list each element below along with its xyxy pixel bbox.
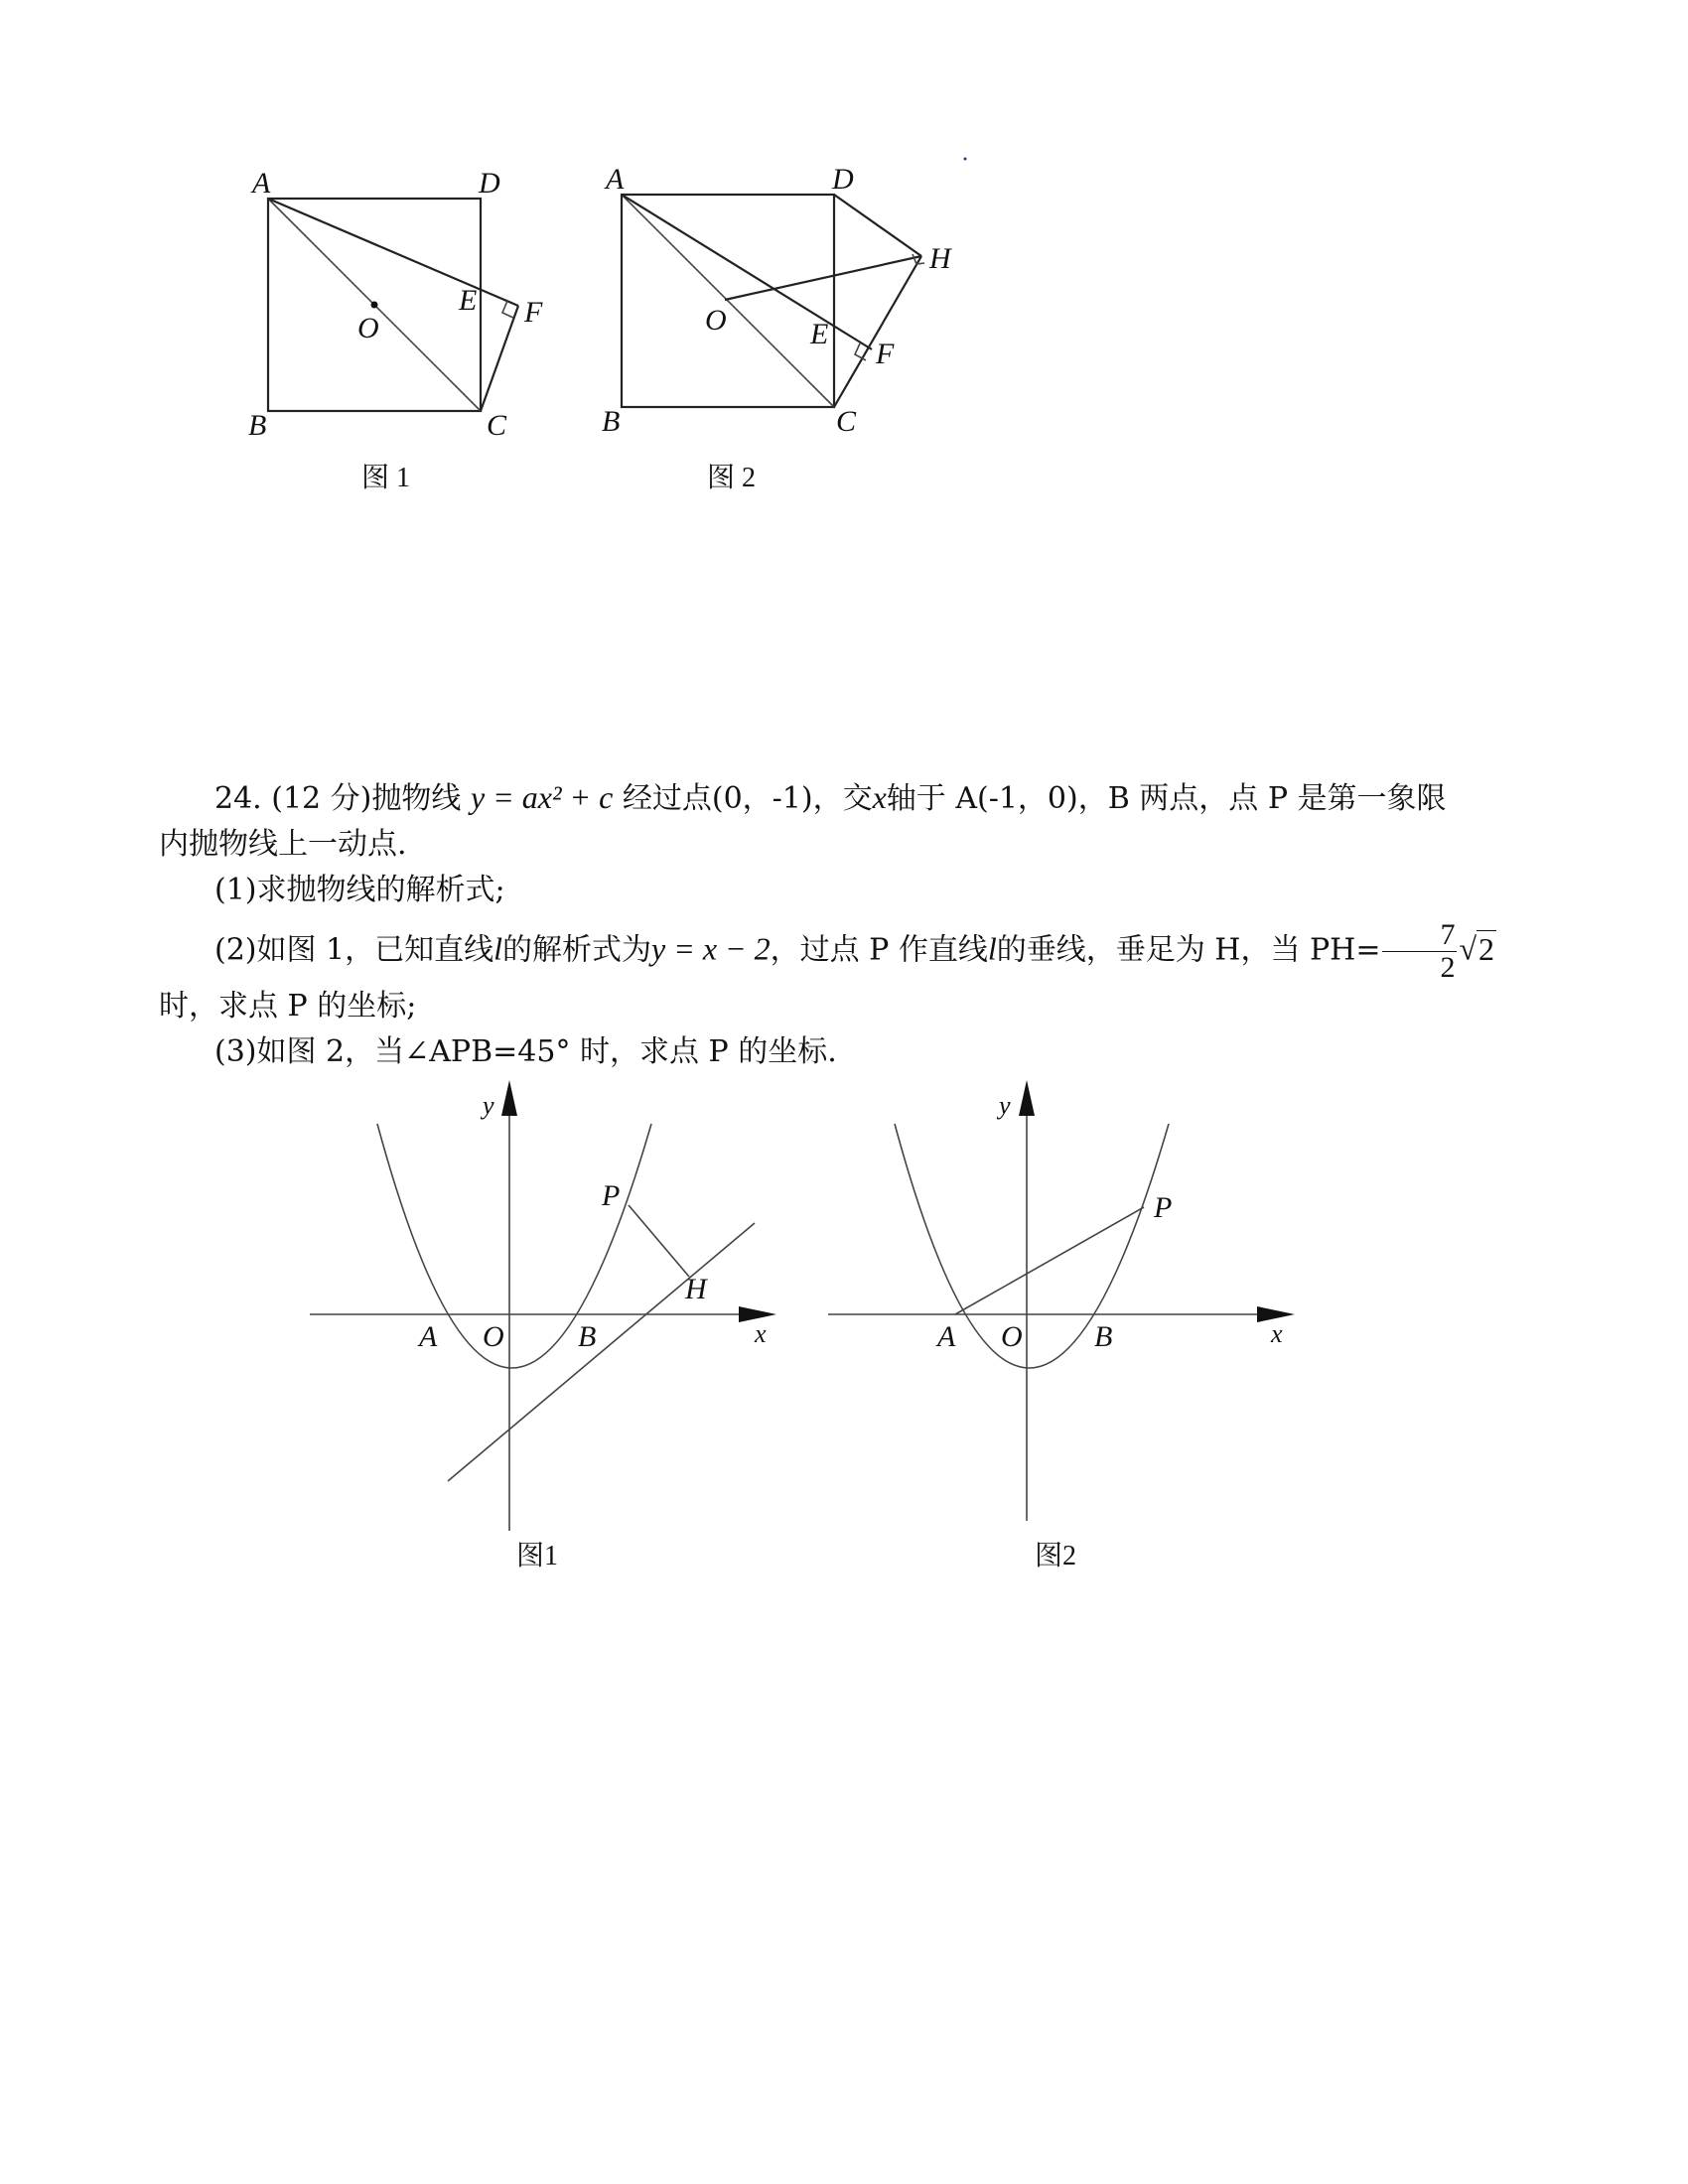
bottom-figures [0,1072,1688,1628]
part-2-c: ，过点 P 作直线 [770,932,988,968]
parabola-figure-1 [310,1080,776,1571]
y-axis-arrow-1 [501,1080,517,1116]
label-x-1: x [755,1319,767,1348]
label-h-fig1: H [685,1273,707,1305]
label-f-1: F [524,296,543,329]
stray-dot [964,158,967,161]
segment-cf-1 [481,306,518,411]
label-d-2: D [832,163,854,196]
label-p-fig2: P [1154,1191,1173,1224]
label-c-2: C [836,405,857,438]
label-a-2: A [606,163,625,196]
part-2 [159,919,1539,984]
segment-dh-2 [834,195,921,256]
label-a-fig2: A [937,1320,956,1353]
center-point-o-1 [371,302,378,309]
problem-line-2: 内抛物线上一动点. [159,827,407,862]
label-a-1: A [252,167,271,200]
problem-intro-c: 轴于 A(-1，0)，B 两点，点 P 是第一象限 [886,781,1447,816]
label-y-2: y [999,1091,1011,1120]
label-b-1: B [248,409,267,442]
part-1: (1)求抛物线的解析式; [214,873,505,907]
parabola-figure-2 [828,1080,1295,1571]
caption-fig-2: 图 2 [707,463,757,493]
label-o-fig1: O [483,1320,504,1353]
fraction-seven-halves [1382,919,1457,984]
segment-ap-2 [955,1207,1144,1314]
fraction-denominator: 2 [1440,951,1456,984]
fraction-numerator: 7 [1382,919,1457,952]
problem-intro-a: (12 分)抛物线 [271,781,462,816]
label-o-1: O [357,312,379,344]
label-c-1: C [487,409,507,442]
segment-ch-2 [834,256,921,407]
square-figure-2 [602,163,953,493]
part-2-d: 的垂线，垂足为 H，当 PH= [996,932,1381,968]
var-l-2: l [987,930,997,967]
label-d-1: D [479,167,500,200]
label-f-2: F [876,338,895,370]
line-equation: y = x − 2 [651,930,771,967]
label-o-fig2: O [1001,1320,1023,1353]
label-b-fig1: B [578,1320,597,1353]
label-e-1: E [459,284,478,317]
label-b-2: B [602,405,621,438]
label-y-1: y [483,1091,494,1120]
caption-bottom-fig-1: 图1 [516,1541,559,1571]
label-x-2: x [1271,1319,1283,1348]
problem-number: 24. [214,781,262,816]
square-figure-1 [248,167,543,493]
label-a-fig1: A [419,1320,438,1353]
var-l-1: l [493,930,503,967]
part-2-b: 的解析式为 [502,932,652,968]
label-e-2: E [810,318,829,350]
diagonal-ac-2 [622,195,834,407]
label-o-2: O [705,304,727,337]
label-p-fig1: P [602,1179,621,1212]
caption-bottom-fig-2: 图2 [1035,1541,1077,1571]
caption-fig-1: 图 1 [361,463,411,493]
parabola-curve-2 [895,1124,1169,1368]
label-h-2: H [929,242,951,275]
var-x: x [872,779,887,815]
label-b-fig2: B [1094,1320,1113,1353]
y-axis-arrow-2 [1019,1080,1035,1116]
part-2-end: 时，求点 P 的坐标; [159,989,417,1024]
problem-intro-b: 经过点(0，-1)，交 [622,781,873,816]
segment-ph-1 [629,1205,689,1277]
problem-24 [159,774,1539,1075]
part-2-a: (2)如图 1，已知直线 [214,932,494,968]
top-figures [0,0,1688,516]
parabola-equation: y = ax² + c [470,779,614,815]
part-3: (3)如图 2，当∠APB=45° 时，求点 P 的坐标. [214,1034,837,1069]
sqrt-two: √2 [1459,930,1495,967]
sqrt-radicand: 2 [1478,930,1495,967]
problem-line-1 [159,774,1539,822]
